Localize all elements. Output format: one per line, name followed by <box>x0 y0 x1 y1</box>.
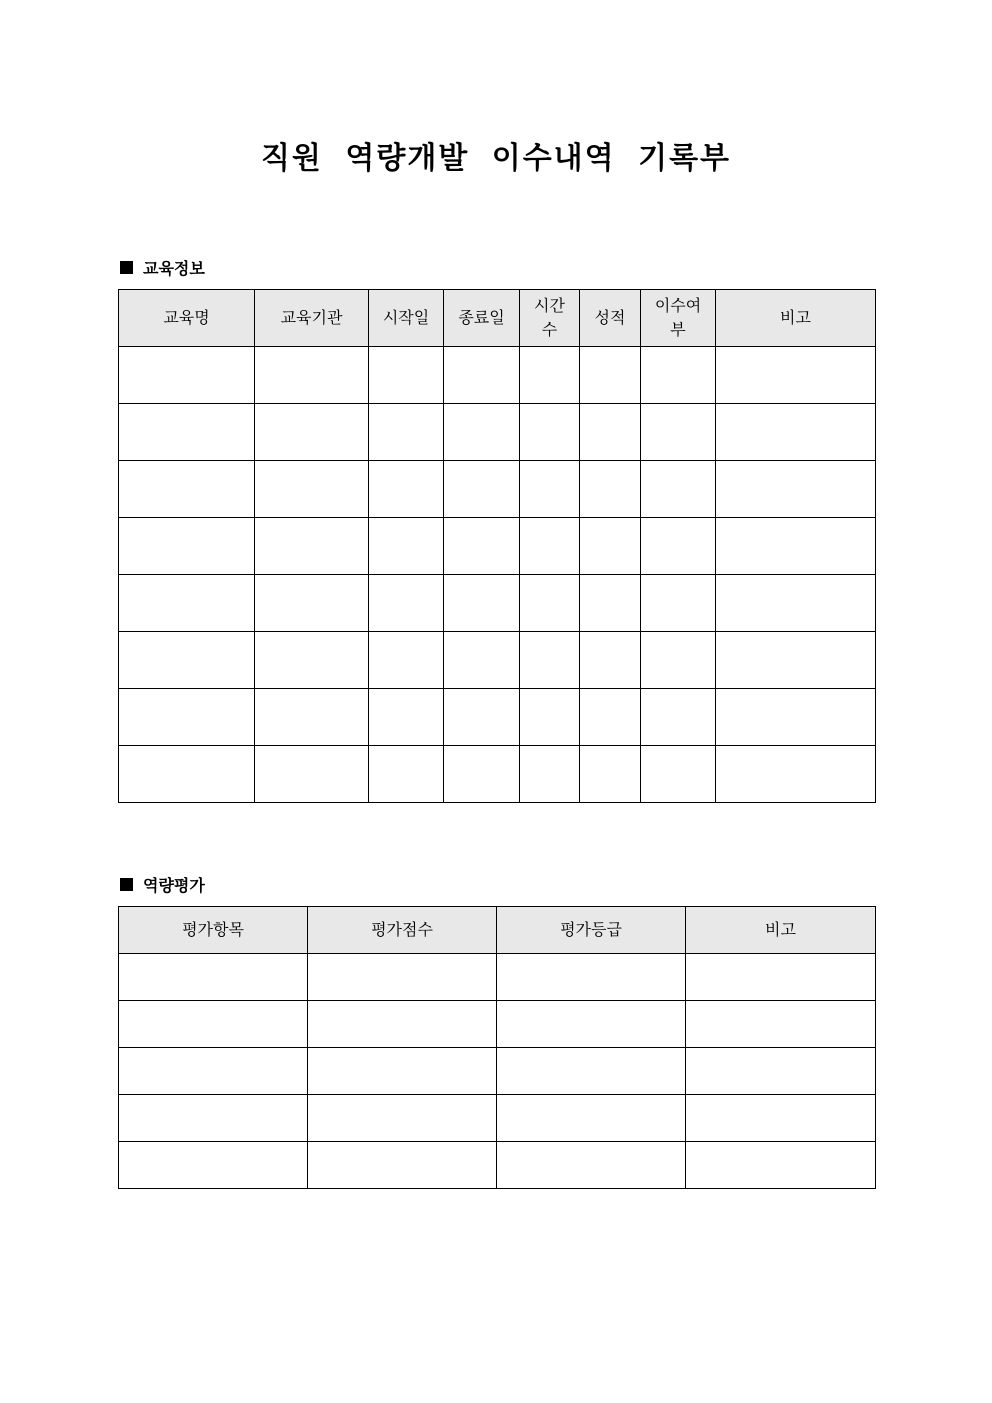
table-row <box>119 575 876 632</box>
col-header-start-date: 시작일 <box>369 290 444 347</box>
table-cell[interactable] <box>520 461 580 518</box>
col-header-remarks: 비고 <box>716 290 876 347</box>
table-cell[interactable] <box>497 1095 686 1142</box>
table-row <box>119 954 876 1001</box>
table-row <box>119 1142 876 1189</box>
table-cell[interactable] <box>686 1142 876 1189</box>
table-cell[interactable] <box>520 632 580 689</box>
table-cell[interactable] <box>255 404 369 461</box>
table-cell[interactable] <box>716 575 876 632</box>
evaluation-section-heading <box>120 873 205 896</box>
page-title: 직원 역량개발 이수내역 기록부 <box>260 141 732 176</box>
col-header-eval-score: 평가점수 <box>308 907 497 954</box>
table-cell[interactable] <box>497 1142 686 1189</box>
table-cell[interactable] <box>369 575 444 632</box>
table-cell[interactable] <box>119 746 255 803</box>
table-cell[interactable] <box>308 1142 497 1189</box>
education-section-heading <box>120 256 205 279</box>
table-cell[interactable] <box>520 404 580 461</box>
table-cell[interactable] <box>444 404 520 461</box>
table-cell[interactable] <box>580 689 641 746</box>
table-cell[interactable] <box>119 575 255 632</box>
table-cell[interactable] <box>119 954 308 1001</box>
table-cell[interactable] <box>580 746 641 803</box>
table-cell[interactable] <box>119 1142 308 1189</box>
table-cell[interactable] <box>641 347 716 404</box>
education-table-header-row <box>119 290 876 347</box>
col-header-eval-grade: 평가등급 <box>497 907 686 954</box>
evaluation-table <box>118 906 876 1189</box>
evaluation-section-label: 역량평가 <box>143 876 205 895</box>
table-cell[interactable] <box>119 1048 308 1095</box>
table-cell[interactable] <box>444 461 520 518</box>
col-header-completion: 이수여 부 <box>641 290 716 347</box>
table-cell[interactable] <box>686 1001 876 1048</box>
col-header-grade: 성적 <box>580 290 641 347</box>
table-row <box>119 632 876 689</box>
table-cell[interactable] <box>520 575 580 632</box>
table-cell[interactable] <box>369 347 444 404</box>
col-header-eval-item: 평가항목 <box>119 907 308 954</box>
table-cell[interactable] <box>119 347 255 404</box>
table-cell[interactable] <box>520 746 580 803</box>
table-cell[interactable] <box>444 632 520 689</box>
table-cell[interactable] <box>580 575 641 632</box>
table-cell[interactable] <box>641 404 716 461</box>
table-row <box>119 689 876 746</box>
table-cell[interactable] <box>255 632 369 689</box>
square-bullet-icon <box>120 261 133 274</box>
table-cell[interactable] <box>580 518 641 575</box>
table-cell[interactable] <box>255 461 369 518</box>
table-cell[interactable] <box>119 1095 308 1142</box>
col-header-eval-remarks: 비고 <box>686 907 876 954</box>
table-cell[interactable] <box>716 347 876 404</box>
table-row <box>119 1095 876 1142</box>
table-row <box>119 461 876 518</box>
table-cell[interactable] <box>497 1048 686 1095</box>
table-cell[interactable] <box>369 632 444 689</box>
table-cell[interactable] <box>444 575 520 632</box>
table-row <box>119 347 876 404</box>
table-cell[interactable] <box>641 461 716 518</box>
table-cell[interactable] <box>369 689 444 746</box>
table-row <box>119 518 876 575</box>
evaluation-table-header-row <box>119 907 876 954</box>
table-cell[interactable] <box>119 689 255 746</box>
table-cell[interactable] <box>308 1001 497 1048</box>
table-cell[interactable] <box>686 1095 876 1142</box>
table-cell[interactable] <box>308 1095 497 1142</box>
table-cell[interactable] <box>716 404 876 461</box>
table-cell[interactable] <box>444 518 520 575</box>
table-cell[interactable] <box>641 689 716 746</box>
table-cell[interactable] <box>716 689 876 746</box>
table-cell[interactable] <box>255 347 369 404</box>
table-row <box>119 1048 876 1095</box>
table-cell[interactable] <box>369 404 444 461</box>
table-cell[interactable] <box>255 518 369 575</box>
education-section-label: 교육정보 <box>143 259 205 278</box>
table-cell[interactable] <box>520 347 580 404</box>
table-cell[interactable] <box>641 518 716 575</box>
table-row <box>119 746 876 803</box>
table-row <box>119 404 876 461</box>
table-cell[interactable] <box>580 461 641 518</box>
table-cell[interactable] <box>308 954 497 1001</box>
table-cell[interactable] <box>255 575 369 632</box>
table-cell[interactable] <box>444 689 520 746</box>
table-cell[interactable] <box>580 347 641 404</box>
table-cell[interactable] <box>369 518 444 575</box>
table-cell[interactable] <box>641 746 716 803</box>
table-cell[interactable] <box>716 632 876 689</box>
table-cell[interactable] <box>369 461 444 518</box>
square-bullet-icon <box>120 878 133 891</box>
table-cell[interactable] <box>369 746 444 803</box>
table-cell[interactable] <box>255 689 369 746</box>
table-row <box>119 1001 876 1048</box>
table-cell[interactable] <box>308 1048 497 1095</box>
col-header-institution: 교육기관 <box>255 290 369 347</box>
table-cell[interactable] <box>686 1048 876 1095</box>
table-cell[interactable] <box>520 518 580 575</box>
table-cell[interactable] <box>641 575 716 632</box>
table-cell[interactable] <box>686 954 876 1001</box>
table-cell[interactable] <box>119 632 255 689</box>
table-cell[interactable] <box>497 954 686 1001</box>
table-cell[interactable] <box>119 404 255 461</box>
table-cell[interactable] <box>641 632 716 689</box>
table-cell[interactable] <box>444 746 520 803</box>
table-cell[interactable] <box>716 746 876 803</box>
col-header-hours: 시간 수 <box>520 290 580 347</box>
col-header-course-name: 교육명 <box>119 290 255 347</box>
table-cell[interactable] <box>520 689 580 746</box>
table-cell[interactable] <box>255 746 369 803</box>
table-cell[interactable] <box>444 347 520 404</box>
table-cell[interactable] <box>716 518 876 575</box>
col-header-end-date: 종료일 <box>444 290 520 347</box>
education-table <box>118 289 876 803</box>
table-cell[interactable] <box>716 461 876 518</box>
table-cell[interactable] <box>119 518 255 575</box>
table-cell[interactable] <box>119 1001 308 1048</box>
table-cell[interactable] <box>580 632 641 689</box>
table-cell[interactable] <box>497 1001 686 1048</box>
table-cell[interactable] <box>580 404 641 461</box>
table-cell[interactable] <box>119 461 255 518</box>
